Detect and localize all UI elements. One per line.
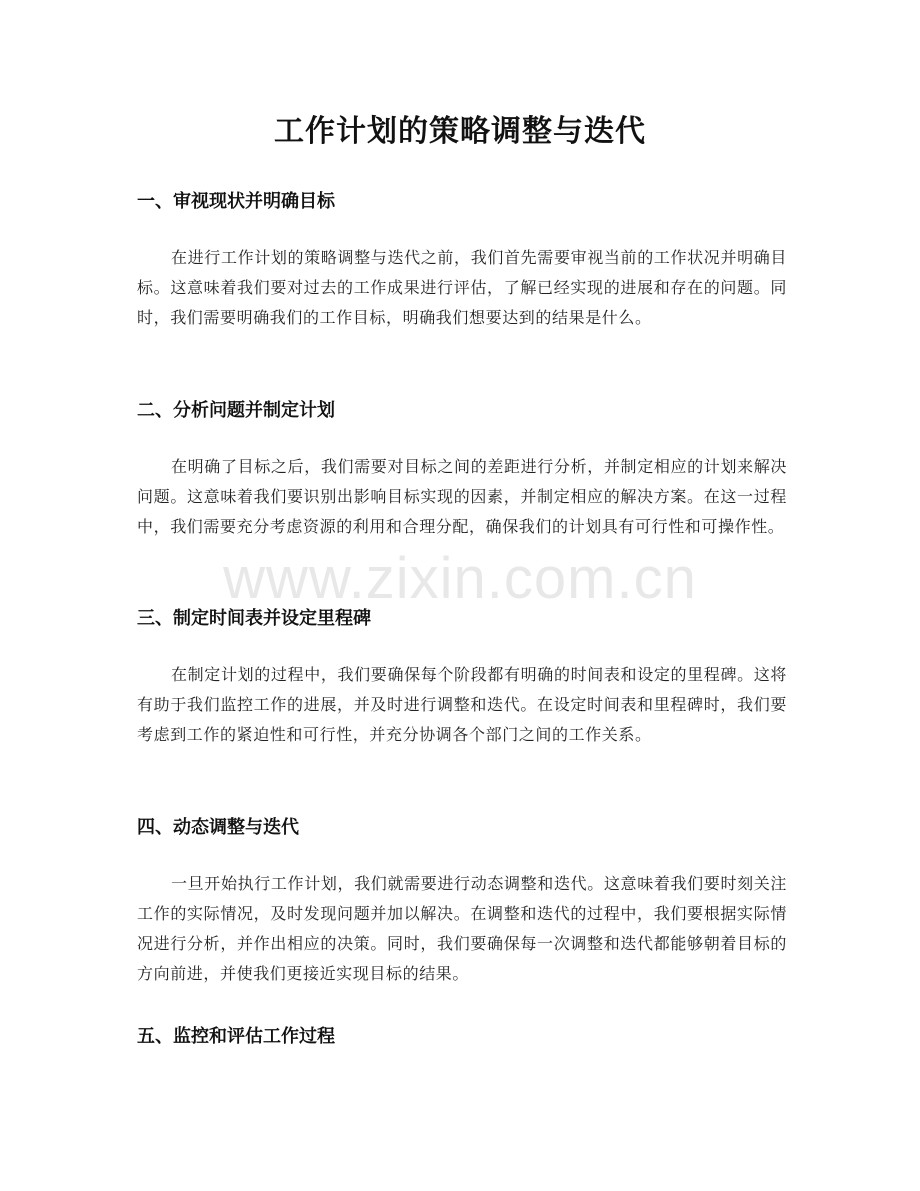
section-paragraph: 一旦开始执行工作计划，我们就需要进行动态调整和迭代。这意味着我们要时刻关注工作的实际情况，及时发现问题并加以解决。在调整和迭代的过程中，我们要根据实际情况进行分析，并作出相应的决策。同时，我们要确保每一次调整和迭代都能够朝着目标的方向前进，并使我们更接近实现目标的结果。 — [137, 874, 787, 983]
section-heading: 三、制定时间表并设定里程碑 — [137, 608, 371, 629]
section-heading: 四、动态调整与迭代 — [137, 817, 299, 838]
section-3 — [137, 606, 787, 750]
section-heading: 五、监控和评估工作过程 — [137, 1026, 335, 1047]
section-5 — [137, 1024, 787, 1050]
section-paragraph: 在进行工作计划的策略调整与迭代之前，我们首先需要审视当前的工作状况并明确目标。这意味着我们要对过去的工作成果进行评估，了解已经实现的进展和存在的问题。同时，我们需要明确我们的工作目标，明确我们想要达到的结果是什么。 — [137, 248, 787, 327]
section-1 — [137, 189, 787, 333]
watermark: www.zixin.com.cn — [223, 546, 697, 611]
page-title: 工作计划的策略调整与迭代 — [274, 114, 646, 149]
section-heading: 一、审视现状并明确目标 — [137, 191, 335, 212]
section-2 — [137, 398, 787, 542]
section-heading: 二、分析问题并制定计划 — [137, 400, 335, 421]
section-paragraph: 在明确了目标之后，我们需要对目标之间的差距进行分析，并制定相应的计划来解决问题。这意味着我们要识别出影响目标实现的因素，并制定相应的解决方案。在这一过程中，我们需要充分考虑资源的利用和合理分配，确保我们的计划具有可行性和可操作性。 — [137, 457, 787, 536]
section-4 — [137, 815, 787, 989]
section-paragraph: 在制定计划的过程中，我们要确保每个阶段都有明确的时间表和设定的里程碑。这将有助于我们监控工作的进展，并及时进行调整和迭代。在设定时间表和里程碑时，我们要考虑到工作的紧迫性和可行性，并充分协调各个部门之间的工作关系。 — [137, 665, 787, 744]
